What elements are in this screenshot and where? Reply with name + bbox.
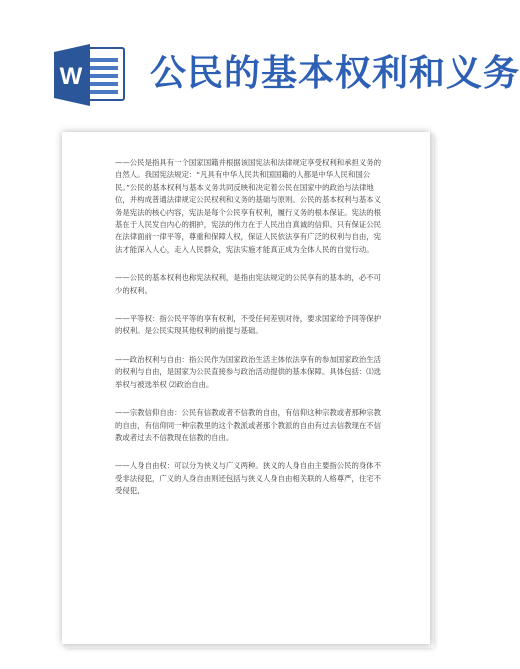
paragraph-religious-freedom: ——宗教信仰自由：公民有信教或者不信教的自由，有信仰这种宗教或者那种宗教的自由，有信仰同一种宗教里的这个教派或者那个教派的自由有过去信教现在不信教或者过去不信教现在信教的自由。 bbox=[115, 408, 382, 442]
word-document-icon bbox=[50, 40, 130, 110]
page-title: 公民的基本权利和义务 bbox=[150, 53, 520, 94]
paragraph-citizen-definition: ——公民是指具有一个国家国籍并根据该国宪法和法律规定享受权利和承担义务的自然人。我国宪法规定：“凡具有中华人民共和国国籍的人都是中华人民和国公民。”公民的基本权利与基本义务共同反映和决定着公民在国家中的政治与法律地位，并构成普通法律规定公民权利和义务的基础与原则。公民的基本权利与基本义务是宪法的核心内容，宪法是每个公民享有权利，履行义务的根本保证。宪法的根基在于人民发自内心的拥护，宪法的伟力在于人民出自真诚的信仰。只有保证公民在法律面前一律平等，尊重和保障人权，保证人民依法享有广泛的权利与自由，宪法才能深入人心，走入人民群众，宪法实施才能真正成为全体人民的自觉行动。 bbox=[115, 158, 382, 254]
paragraph-equality-right: ——平等权：指公民平等的享有权利，不受任何差别对待，要求国家给予同等保护的权利。是公民实现其他权利的前提与基础。 bbox=[115, 314, 382, 336]
document-body bbox=[115, 157, 383, 514]
word-icon-letter: W bbox=[59, 63, 83, 90]
paragraph-political-rights: ——政治权利与自由：指公民作为国家政治生活主体依法享有的参加国家政治生活的权利与自由，是国家为公民直接参与政治活动提供的基本保障。具体包括：⑴选举权与被选举权 ⑵政治自由。 bbox=[115, 354, 382, 389]
paragraph-personal-freedom: ——人身自由权：可以分为侠义与广义两种。狭义的人身自由主要指公民的身体不受非法侵犯，广义的人身自由则还包括与狭义人身自由相关联的人格尊严，住宅不受侵犯， bbox=[115, 461, 382, 496]
paragraph-basic-rights: ——公民的基本权利也称宪法权利，是指由宪法规定的公民享有的基本的，必不可少的权利。 bbox=[115, 273, 382, 295]
